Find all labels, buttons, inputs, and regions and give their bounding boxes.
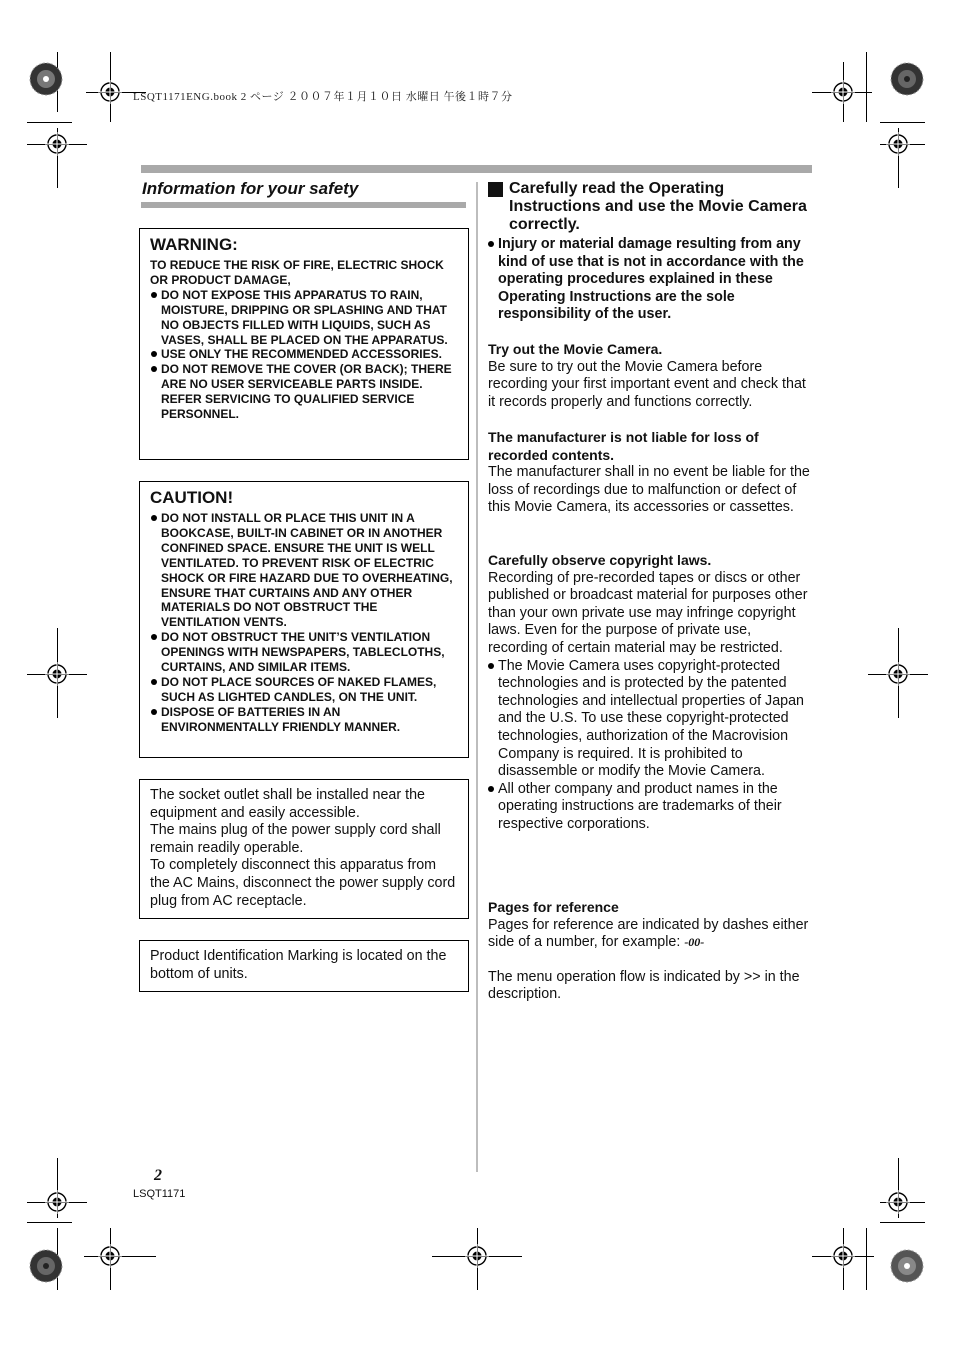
registration-mark-icon <box>886 662 910 686</box>
copyright-body: Recording of pre-recorded tapes or discs or other published or broadcast material for purposes other than your own private use may infringe copyright laws. Even for the purpose of private use, recording of certain material may be restricted. <box>488 569 808 656</box>
tryout-title: Try out the Movie Camera. <box>488 341 663 357</box>
warning-item: USE ONLY THE RECOMMENDED ACCESSORIES. <box>150 347 458 362</box>
warning-item: DO NOT EXPOSE THIS APPARATUS TO RAIN, MOISTURE, DRIPPING OR SPLASHING AND THAT NO OBJECTS FILLED WITH LIQUIDS, SUCH AS VASES, SHALL BE PLACED ON THE APPARATUS. <box>150 288 458 348</box>
id-marking-box <box>139 940 469 992</box>
color-target-icon <box>29 1249 63 1283</box>
registration-mark-icon <box>45 662 69 686</box>
responsibility-note <box>488 236 813 324</box>
copyright-bullet: All other company and product names in the operating instructions are trademarks of their respective corporations. <box>488 781 813 834</box>
registration-mark-icon <box>45 132 69 156</box>
socket-outlet-box <box>139 779 469 919</box>
color-target-icon <box>29 62 63 96</box>
registration-mark-icon <box>831 80 855 104</box>
pages-body-text: Pages for reference are indicated by dashes either side of a number, for example: <box>488 916 809 951</box>
page-ref-example: -00- <box>684 935 705 950</box>
color-target-icon <box>890 1249 924 1283</box>
warning-box <box>139 228 469 460</box>
registration-mark-icon <box>45 1190 69 1214</box>
responsibility-text: Injury or material damage resulting from any kind of use that is not in accordance with the operating procedures explained in these Operating Instructions are the sole responsibility of the user. <box>488 236 813 324</box>
warning-item: DO NOT REMOVE THE COVER (OR BACK); THERE ARE NO USER SERVICEABLE PARTS INSIDE. REFER SERVICING TO QUALIFIED SERVICE PERSONNEL. <box>150 362 458 422</box>
caution-box <box>139 481 469 758</box>
copyright-bullet: The Movie Camera uses copyright-protected technologies and is protected by the patented technologies and intellectual properties of Japan and the U.S. To use these copyright-protected technologies, authorization of the Macrovision Company is required. It is prohibited to disassemble or modify the Movie Camera. <box>488 658 813 781</box>
caution-title: CAUTION! <box>150 488 234 507</box>
registration-mark-icon <box>98 1244 122 1268</box>
socket-text-3: To completely disconnect this apparatus from the AC Mains, disconnect the power supply cord plug from AC receptacle. <box>150 857 456 909</box>
copyright-section <box>488 552 813 834</box>
copyright-title: Carefully observe copyright laws. <box>488 552 712 568</box>
registration-mark-icon <box>886 132 910 156</box>
title-underline <box>141 202 466 208</box>
liability-body: The manufacturer shall in no event be liable for the loss of recordings due to malfunction or defect of this Movie Camera, its accessories or cassettes. <box>488 464 810 516</box>
model-code: LSQT1171 <box>133 1188 186 1200</box>
column-divider <box>476 182 478 1172</box>
liability-section <box>488 429 813 517</box>
registration-mark-icon <box>831 1244 855 1268</box>
warning-title: WARNING: <box>150 235 238 254</box>
menu-flow-note: The menu operation flow is indicated by >> in the description. <box>488 968 800 1003</box>
caution-item: DISPOSE OF BATTERIES IN AN ENVIRONMENTALLY FRIENDLY MANNER. <box>150 705 458 735</box>
socket-text-2: The mains plug of the power supply cord shall remain readily operable. <box>150 822 441 856</box>
registration-mark-icon <box>886 1190 910 1214</box>
book-header: LSQT1171ENG.book 2 ページ ２００７年１月１０日 水曜日 午後１時７分 <box>133 91 513 103</box>
liability-title: The manufacturer is not liable for loss of recorded contents. <box>488 429 759 463</box>
id-marking-text: Product Identification Marking is located on the bottom of units. <box>150 948 447 982</box>
caution-item: DO NOT INSTALL OR PLACE THIS UNIT IN A BOOKCASE, BUILT-IN CABINET OR IN ANOTHER CONFINED SPACE. ENSURE THE UNIT IS WELL VENTILATED. TO PREVENT RISK OF ELECTRIC SHOCK OR FIRE HAZARD DUE TO OVERHEATING, ENSURE THAT CURTAINS AND ANY OTHER MATERIALS DO NOT OBSTRUCT THE VENTILATION VENTS. <box>150 511 458 630</box>
pages-title: Pages for reference <box>488 899 619 915</box>
socket-text-1: The socket outlet shall be installed near the equipment and easily accessible. <box>150 787 425 821</box>
square-bullet-icon <box>488 182 503 197</box>
registration-mark-icon <box>98 80 122 104</box>
tryout-section <box>488 341 813 411</box>
section-title: Information for your safety <box>142 179 359 198</box>
tryout-body: Be sure to try out the Movie Camera before recording your first important event and check that it records properly and functions correctly. <box>488 358 806 410</box>
registration-mark-icon <box>465 1244 489 1268</box>
warning-intro: TO REDUCE THE RISK OF FIRE, ELECTRIC SHOCK OR PRODUCT DAMAGE, <box>150 258 444 287</box>
pages-reference-section <box>488 899 813 1004</box>
color-target-icon <box>890 62 924 96</box>
page-number: 2 <box>154 1167 162 1184</box>
caution-item: DO NOT PLACE SOURCES OF NAKED FLAMES, SUCH AS LIGHTED CANDLES, ON THE UNIT. <box>150 675 458 705</box>
read-instructions-heading <box>488 180 813 234</box>
top-rule <box>141 165 812 173</box>
heading-text: Carefully read the Operating Instructions and use the Movie Camera correctly. <box>509 180 807 233</box>
pages-body <box>488 917 813 952</box>
caution-item: DO NOT OBSTRUCT THE UNIT’S VENTILATION OPENINGS WITH NEWSPAPERS, TABLECLOTHS, CURTAINS, AND SIMILAR ITEMS. <box>150 630 458 675</box>
